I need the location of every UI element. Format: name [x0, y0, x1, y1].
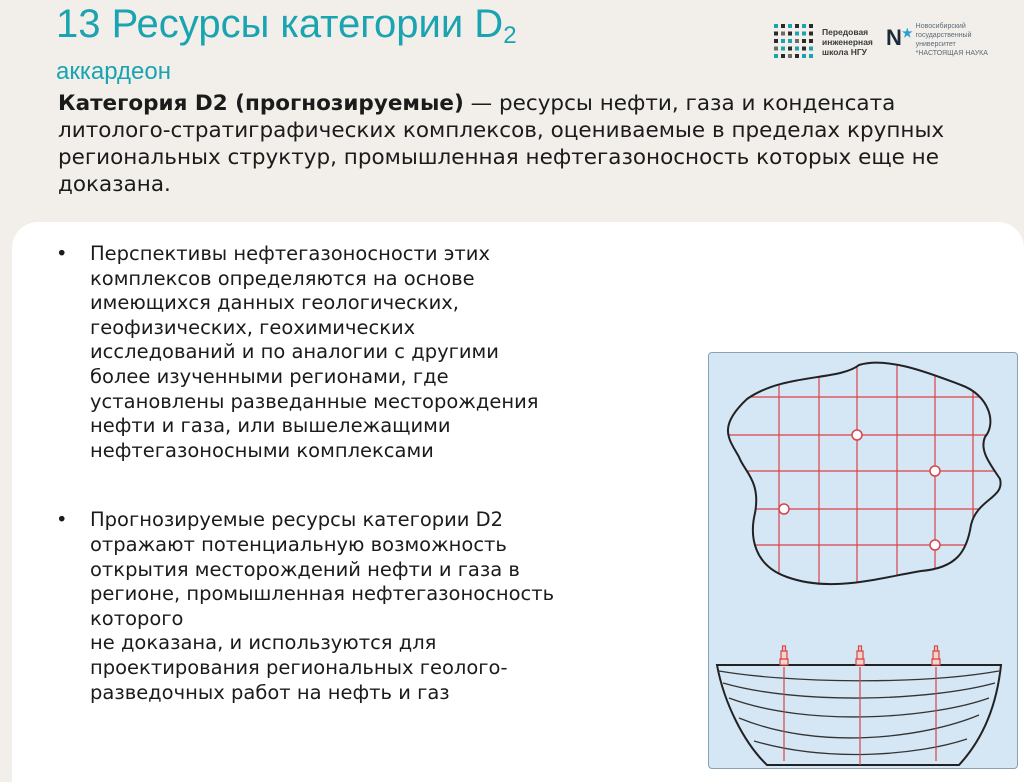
stratum-line: [723, 683, 995, 698]
well-marker: [930, 540, 940, 550]
geology-diagram: [709, 353, 1017, 768]
geology-figure: [708, 352, 1018, 769]
well-marker: [930, 466, 940, 476]
logo-dot: [788, 39, 792, 43]
university-n-mark: N★: [886, 25, 913, 50]
drilling-rig-icon: [780, 646, 788, 665]
logo-dot: [809, 32, 813, 36]
bullet-item: • Перспективы нефтегазоносности этих комплексов определяются на основе имеющихся данных геологических, геофизических, геохимических исследований и по аналогии с другими более изученными регионами, где установлены разведанные месторождения нефти и газа, или вышележащими нефтегазоносными комплексами: [56, 242, 539, 462]
exploration-grid: [709, 353, 1017, 613]
stratum-line: [719, 671, 999, 681]
category-term: Категория D2 (прогнозируемые): [58, 91, 464, 116]
logo-dot: [788, 47, 792, 51]
category-description: — ресурсы нефти, газа и конденсата литолого-стратиграфических комплексов, оцениваемые в пределах крупных региональных структур, промышленная нефтегазоносность которых еще не доказана.: [58, 91, 945, 197]
logo-dot: [788, 54, 792, 58]
logo-dot: [795, 47, 799, 51]
logo-dot: [781, 39, 785, 43]
bullet-list: [52, 242, 692, 705]
logo-dot: [809, 54, 813, 58]
logo-dot: [809, 39, 813, 43]
logo-dot: [802, 24, 806, 28]
well-marker: [779, 504, 789, 514]
logo-dot: [781, 47, 785, 51]
logo-dot: [781, 32, 785, 36]
logo-dot: [774, 32, 778, 36]
drilling-rig-icon: [856, 646, 864, 665]
section-outline: [717, 665, 1001, 765]
well-marker: [852, 430, 862, 440]
logo-dot: [809, 24, 813, 28]
logo-dot: [774, 54, 778, 58]
bullet-marker: •: [56, 242, 68, 265]
logo-dot: [795, 39, 799, 43]
logo-dot: [795, 24, 799, 28]
basin-outline: [728, 363, 1001, 584]
logo-dot: [781, 54, 785, 58]
logo-dot: [781, 24, 785, 28]
university-logo-text: Новосибирский государственный университет *НАСТОЯЩАЯ НАУКА: [915, 23, 988, 57]
logo-dot: [802, 32, 806, 36]
logo-dot: [795, 54, 799, 58]
logo-dot: [774, 47, 778, 51]
drilling-rig-icon: [932, 646, 940, 665]
logo-dot: [802, 39, 806, 43]
title-subscript: 2: [503, 22, 517, 49]
school-logo-text: Передовая инженерная школа НГУ: [822, 27, 873, 57]
category-definition: [58, 90, 1008, 198]
cross-section: [717, 646, 1001, 765]
structure-map: [709, 353, 1017, 613]
logo-dot: [802, 47, 806, 51]
bullet-item: • Прогнозируемые ресурсы категории D2 отражают потенциальную возможность открытия месторождений нефти и газа в регионе, промышленная нефтегазоносность которого не доказана, и используются для проектирования региональных геолого- разведочных работ на нефть и газ: [56, 508, 555, 704]
stratum-line: [739, 715, 979, 738]
bullet-marker: •: [56, 508, 68, 532]
page-title: 13 Ресурсы категории $D_2$: [56, 2, 517, 49]
stratum-line: [729, 698, 989, 717]
logo-bar: [772, 20, 1002, 70]
star-icon: ★: [901, 26, 913, 40]
logo-dot: [795, 32, 799, 36]
page-subtitle: аккардеон: [56, 58, 171, 85]
university-logo: [886, 22, 988, 58]
logo-dot: [788, 32, 792, 36]
logo-dot: [802, 54, 806, 58]
logo-dot: [809, 47, 813, 51]
dot-grid-icon: [772, 22, 816, 62]
school-logo: [772, 22, 873, 62]
logo-dot: [774, 24, 778, 28]
logo-dot: [788, 24, 792, 28]
logo-dot: [774, 39, 778, 43]
